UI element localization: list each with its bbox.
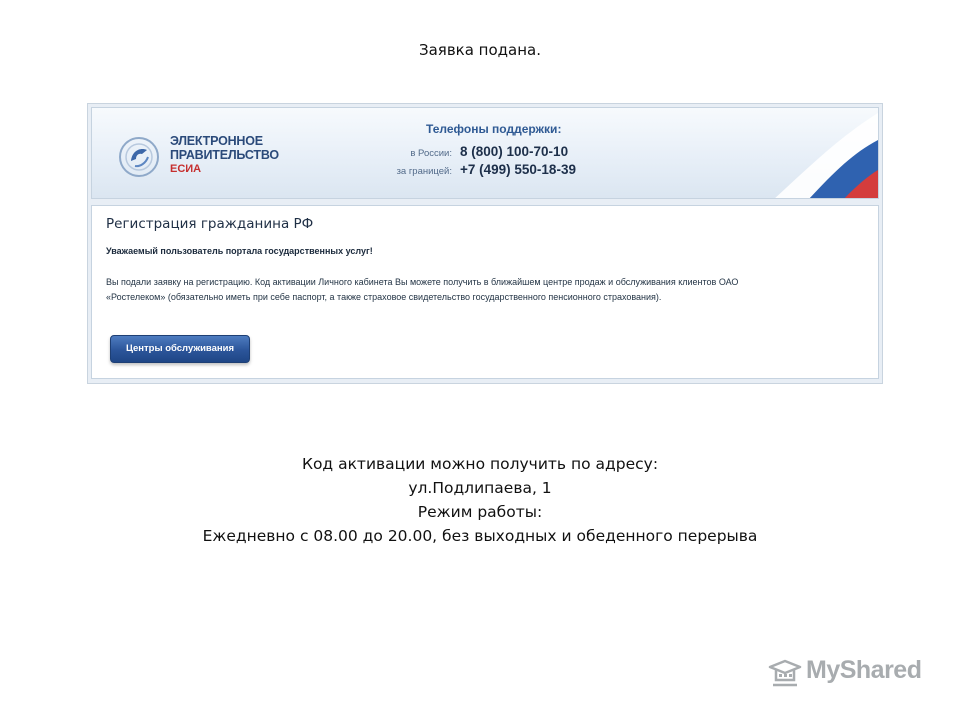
support-title: Телефоны поддержки: [426,122,562,136]
info-text [106,275,861,305]
phone-number-abroad[interactable]: +7 (499) 550-18-39 [460,162,576,177]
mortarboard-icon [768,658,802,690]
registration-title: Регистрация гражданина РФ [106,216,314,232]
phone-label-abroad: за границей: [396,166,452,177]
phone-row-russia [390,143,568,161]
address-line-1: Код активации можно получить по адресу: [301,455,659,473]
phone-number-russia[interactable]: 8 (800) 100-70-10 [460,144,569,159]
info-line-2: «Ростелеком» (обязательно иметь при себе паспорт, а также страховое свидетельство государственного пенсионного страхования). [106,292,662,302]
logo-line-1: ЭЛЕКТРОННОЕ [170,134,263,148]
address-line-2: ул.Подлипаева, 1 [408,479,552,497]
logo-text [170,134,279,176]
emblem-icon [118,136,160,178]
address-line-3: Режим работы: [417,503,543,521]
portal-screenshot [87,103,883,384]
phone-row-abroad [390,161,576,179]
portal-header [91,107,879,199]
phone-label-russia: в России: [410,148,452,159]
info-line-1: Вы подали заявку на регистрацию. Код активации Личного кабинета Вы можете получить в ближайшем центре продаж и обслуживания клиентов ОАО [106,277,739,287]
logo-line-3: ЕСИА [170,163,202,175]
slide-title: Заявка подана. [418,41,541,59]
logo-line-2: ПРАВИТЕЛЬСТВО [170,148,279,162]
registration-panel [91,205,879,379]
address-line-4: Ежедневно с 08.00 до 20.00, без выходных и обеденного перерыва [202,527,758,545]
address-block [0,452,960,548]
greeting-text: Уважаемый пользователь портала государственных услуг! [106,246,373,256]
watermark-text: MyShared [806,656,922,684]
flag-decoration [678,108,878,199]
service-centers-button[interactable]: Центры обслуживания [110,335,250,363]
